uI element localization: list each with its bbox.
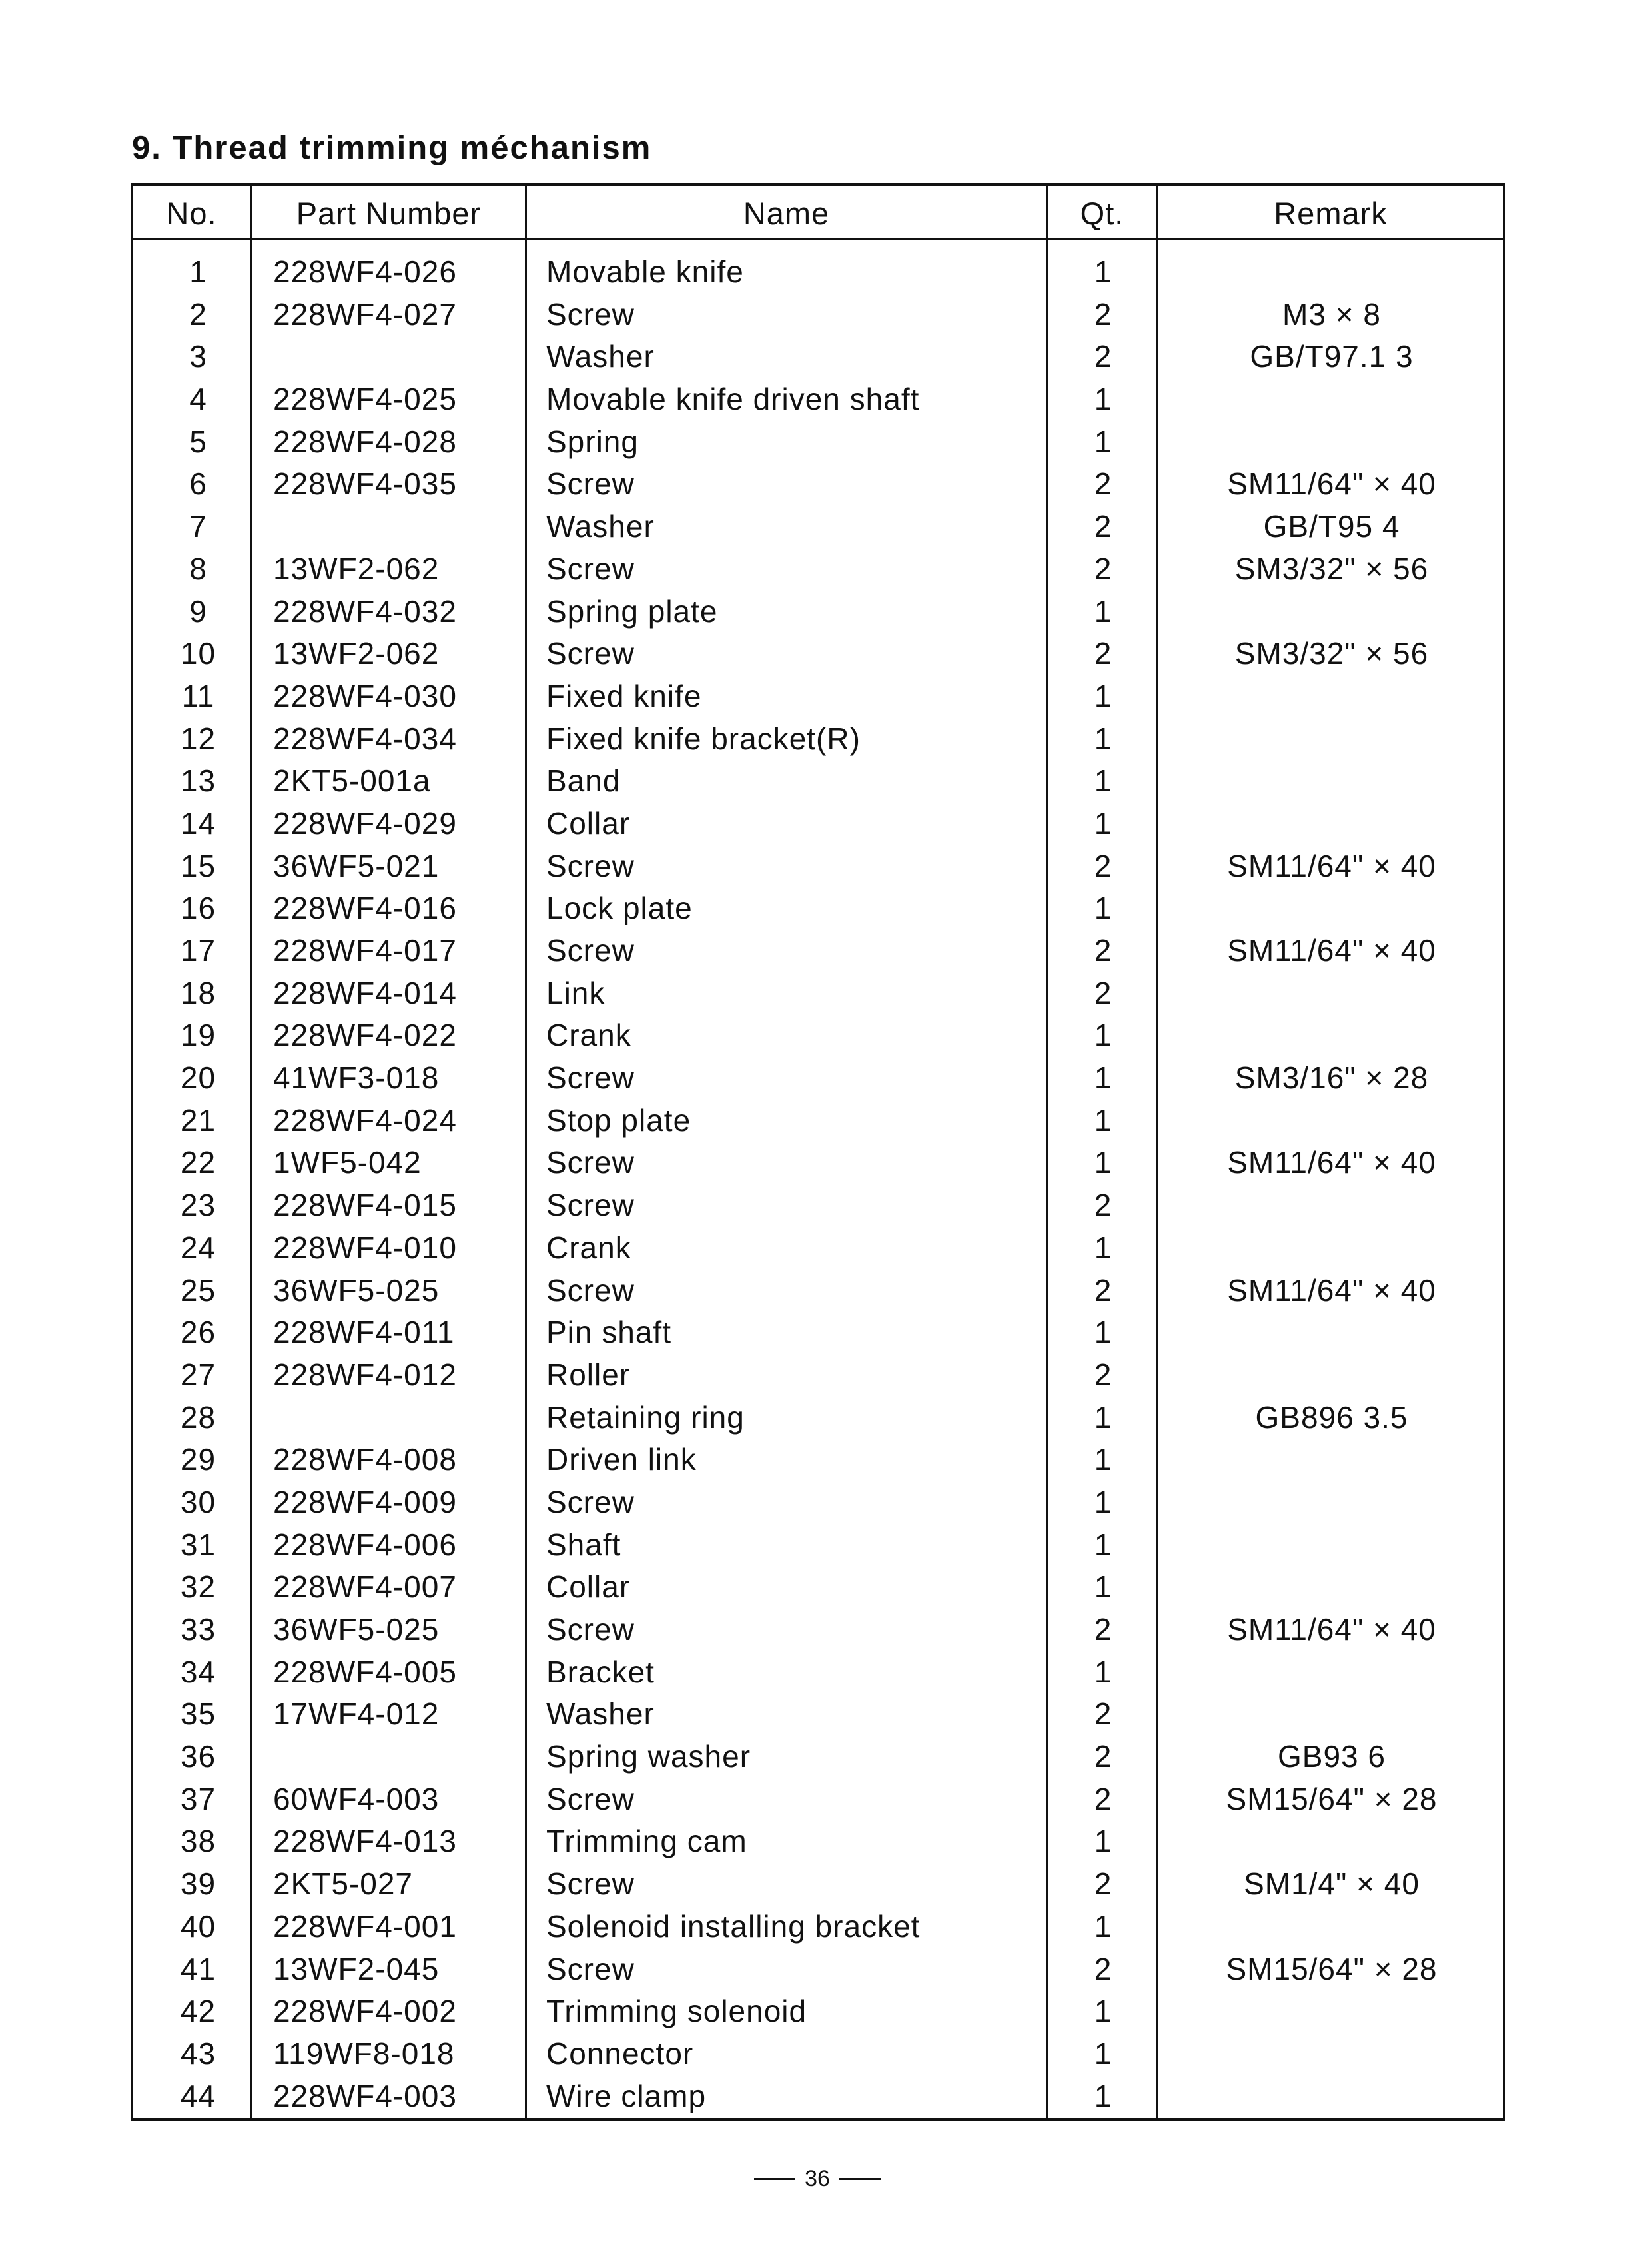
cell-name: Solenoid installing bracket: [546, 1908, 921, 1944]
cell-name: Roller: [546, 1357, 631, 1392]
table-row: [133, 1397, 1503, 1439]
cell-qt: 2: [1094, 1272, 1112, 1308]
cell-remark: [1158, 2033, 1505, 2075]
table-row: [133, 1227, 1503, 1270]
cell-no: 25: [180, 1272, 216, 1308]
cell-remark: [1158, 1354, 1505, 1397]
cell-name: Screw: [546, 1145, 635, 1180]
cell-qt: 1: [1094, 1102, 1112, 1138]
cell-remark: [1158, 1227, 1505, 1270]
cell-name: Trimming solenoid: [546, 1994, 807, 2029]
cell-remark: SM15/64" × 28: [1226, 1951, 1438, 1986]
table-row: [133, 845, 1503, 888]
cell-remark: [1158, 675, 1505, 718]
header-no: No.: [166, 195, 217, 231]
cell-name: Crank: [546, 1018, 631, 1053]
cell-name: Pin shaft: [546, 1315, 671, 1350]
cell-no: 14: [180, 805, 216, 841]
page-footer: [719, 2163, 915, 2194]
cell-no: 33: [180, 1612, 216, 1647]
cell-no: 42: [180, 1994, 216, 2029]
cell-part-number: 228WF4-009: [273, 1484, 457, 1519]
cell-no: 13: [180, 763, 216, 799]
cell-qt: 1: [1094, 1230, 1112, 1265]
cell-part-number: 1WF5-042: [273, 1145, 422, 1180]
cell-name: Screw: [546, 466, 635, 502]
table-row: [133, 1524, 1503, 1567]
table-row: [133, 760, 1503, 803]
cell-part-number: 228WF4-002: [273, 1994, 457, 2029]
table-row: [133, 675, 1503, 718]
cell-name: Shaft: [546, 1527, 621, 1562]
cell-part-number: [273, 1736, 526, 1778]
cell-remark: [1158, 378, 1505, 421]
table-row: [133, 1311, 1503, 1354]
cell-part-number: 228WF4-003: [273, 2078, 457, 2113]
cell-no: 20: [180, 1060, 216, 1096]
cell-part-number: 60WF4-003: [273, 1781, 440, 1816]
cell-name: Screw: [546, 636, 635, 671]
cell-remark: GB896 3.5: [1255, 1399, 1408, 1435]
table-row: [133, 1014, 1503, 1057]
cell-qt: 1: [1094, 1315, 1112, 1350]
cell-name: Washer: [546, 1696, 655, 1732]
table-row: [133, 506, 1503, 548]
table-row: [133, 2033, 1503, 2075]
cell-no: 21: [180, 1102, 216, 1138]
cell-qt: 1: [1094, 678, 1112, 713]
cell-part-number: 228WF4-013: [273, 1824, 457, 1859]
cell-part-number: 228WF4-026: [273, 254, 457, 289]
cell-no: 44: [180, 2078, 216, 2113]
table-row: [133, 1354, 1503, 1397]
cell-no: 1: [189, 254, 207, 289]
cell-no: 35: [180, 1696, 216, 1732]
cell-remark: [1158, 718, 1505, 761]
table-row: [133, 803, 1503, 845]
cell-name: Screw: [546, 296, 635, 332]
cell-qt: 1: [1094, 1654, 1112, 1689]
cell-part-number: [273, 506, 526, 548]
cell-qt: 1: [1094, 1060, 1112, 1096]
table-row: [133, 463, 1503, 506]
table-row: [133, 1057, 1503, 1100]
cell-part-number: 228WF4-027: [273, 296, 457, 332]
cell-qt: 1: [1094, 1399, 1112, 1435]
cell-qt: 1: [1094, 1824, 1112, 1859]
cell-qt: 1: [1094, 1527, 1112, 1562]
cell-qt: 1: [1094, 1484, 1112, 1519]
cell-part-number: 13WF2-062: [273, 636, 440, 671]
cell-remark: [1158, 1820, 1505, 1863]
cell-no: 7: [189, 509, 207, 544]
cell-qt: 1: [1094, 424, 1112, 459]
cell-part-number: 228WF4-015: [273, 1188, 457, 1223]
cell-remark: [1158, 1481, 1505, 1524]
cell-no: 28: [180, 1399, 216, 1435]
cell-remark: SM11/64" × 40: [1227, 1272, 1436, 1308]
cell-no: 36: [180, 1739, 216, 1774]
cell-no: 2: [189, 296, 207, 332]
cell-remark: SM11/64" × 40: [1227, 466, 1436, 502]
table-row: [133, 1693, 1503, 1736]
cell-name: Screw: [546, 1272, 635, 1308]
cell-remark: [1158, 887, 1505, 930]
cell-name: Crank: [546, 1230, 631, 1265]
cell-qt: 2: [1094, 466, 1112, 502]
cell-remark: SM1/4" × 40: [1244, 1866, 1420, 1902]
cell-part-number: 228WF4-008: [273, 1442, 457, 1477]
cell-qt: 1: [1094, 891, 1112, 926]
table-row: [133, 591, 1503, 633]
cell-no: 22: [180, 1145, 216, 1180]
cell-qt: 1: [1094, 1908, 1112, 1944]
table-row: [133, 1863, 1503, 1906]
cell-part-number: 13WF2-062: [273, 551, 440, 586]
cell-qt: 1: [1094, 382, 1112, 417]
cell-qt: 2: [1094, 1951, 1112, 1986]
cell-no: 38: [180, 1824, 216, 1859]
cell-no: 17: [180, 933, 216, 968]
cell-no: 37: [180, 1781, 216, 1816]
cell-name: Trimming cam: [546, 1824, 747, 1859]
cell-name: Screw: [546, 551, 635, 586]
cell-name: Fixed knife: [546, 678, 702, 713]
footer-dash-left: [754, 2178, 795, 2180]
cell-remark: SM11/64" × 40: [1227, 1145, 1436, 1180]
cell-part-number: 228WF4-005: [273, 1654, 457, 1689]
table-row: [133, 1906, 1503, 1948]
cell-name: Screw: [546, 1484, 635, 1519]
cell-qt: 2: [1094, 551, 1112, 586]
cell-remark: M3 × 8: [1282, 296, 1381, 332]
cell-no: 31: [180, 1527, 216, 1562]
cell-no: 9: [189, 593, 207, 629]
cell-no: 24: [180, 1230, 216, 1265]
cell-no: 29: [180, 1442, 216, 1477]
cell-qt: 1: [1094, 721, 1112, 756]
cell-qt: 1: [1094, 763, 1112, 799]
cell-qt: 1: [1094, 1145, 1112, 1180]
cell-part-number: 228WF4-014: [273, 975, 457, 1010]
cell-part-number: 228WF4-016: [273, 891, 457, 926]
cell-no: 27: [180, 1357, 216, 1392]
table-row: [133, 1439, 1503, 1481]
table-row: [133, 1820, 1503, 1863]
cell-name: Wire clamp: [546, 2078, 707, 2113]
cell-name: Retaining ring: [546, 1399, 745, 1435]
cell-no: 19: [180, 1018, 216, 1053]
footer-dash-right: [839, 2178, 881, 2180]
cell-qt: 1: [1094, 805, 1112, 841]
cell-part-number: 228WF4-006: [273, 1527, 457, 1562]
cell-qt: 2: [1094, 509, 1112, 544]
cell-name: Screw: [546, 1866, 635, 1902]
table-row: [133, 336, 1503, 378]
cell-remark: GB/T95 4: [1263, 509, 1400, 544]
table-row: [133, 1778, 1503, 1821]
cell-name: Band: [546, 763, 621, 799]
cell-qt: 1: [1094, 593, 1112, 629]
table-row: [133, 421, 1503, 464]
cell-no: 11: [181, 678, 215, 713]
cell-remark: [1158, 1311, 1505, 1354]
cell-name: Movable knife: [546, 254, 744, 289]
cell-no: 43: [180, 2036, 216, 2071]
cell-remark: [1158, 1524, 1505, 1567]
cell-part-number: 2KT5-001a: [273, 763, 431, 799]
cell-qt: 2: [1094, 933, 1112, 968]
cell-name: Screw: [546, 1951, 635, 1986]
cell-qt: 1: [1094, 1569, 1112, 1605]
cell-name: Collar: [546, 805, 631, 841]
header-name: Name: [743, 195, 830, 231]
section-title: 9. Thread trimming méchanism: [132, 130, 652, 166]
cell-no: 8: [189, 551, 207, 586]
cell-no: 18: [180, 975, 216, 1010]
table-row: [133, 378, 1503, 421]
table-row: [133, 930, 1503, 972]
cell-remark: SM11/64" × 40: [1227, 933, 1436, 968]
cell-part-number: 228WF4-025: [273, 382, 457, 417]
cell-name: Spring washer: [546, 1739, 751, 1774]
cell-qt: 2: [1094, 1357, 1112, 1392]
cell-name: Screw: [546, 1612, 635, 1647]
table-row: [133, 2075, 1503, 2118]
cell-qt: 1: [1094, 2078, 1112, 2113]
cell-remark: [1158, 2075, 1505, 2118]
cell-no: 34: [180, 1654, 216, 1689]
cell-no: 15: [180, 848, 216, 883]
cell-part-number: [273, 336, 526, 378]
cell-remark: GB/T97.1 3: [1250, 339, 1414, 374]
cell-name: Washer: [546, 509, 655, 544]
cell-name: Bracket: [546, 1654, 655, 1689]
cell-part-number: 228WF4-029: [273, 805, 457, 841]
table-row: [133, 718, 1503, 761]
cell-remark: [1158, 591, 1505, 633]
cell-remark: SM3/16" × 28: [1234, 1060, 1429, 1096]
cell-part-number: 228WF4-030: [273, 678, 457, 713]
cell-remark: [1158, 1651, 1505, 1694]
cell-name: Connector: [546, 2036, 694, 2071]
cell-no: 32: [180, 1569, 216, 1605]
cell-part-number: 228WF4-032: [273, 593, 457, 629]
cell-part-number: 228WF4-001: [273, 1908, 457, 1944]
table-body: [133, 251, 1503, 2117]
cell-name: Screw: [546, 1188, 635, 1223]
table-row: [133, 972, 1503, 1015]
header-remark: Remark: [1274, 195, 1388, 231]
cell-part-number: 228WF4-028: [273, 424, 457, 459]
cell-qt: 1: [1094, 1018, 1112, 1053]
cell-remark: [1158, 1693, 1505, 1736]
table-row: [133, 1736, 1503, 1778]
cell-part-number: 228WF4-017: [273, 933, 457, 968]
cell-part-number: [273, 1397, 526, 1439]
cell-remark: SM3/32" × 56: [1234, 551, 1429, 586]
cell-qt: 2: [1094, 1866, 1112, 1902]
cell-qt: 2: [1094, 1696, 1112, 1732]
cell-qt: 2: [1094, 636, 1112, 671]
cell-qt: 2: [1094, 296, 1112, 332]
cell-remark: [1158, 760, 1505, 803]
cell-part-number: 36WF5-021: [273, 848, 440, 883]
cell-qt: 2: [1094, 339, 1112, 374]
cell-name: Movable knife driven shaft: [546, 382, 920, 417]
cell-name: Stop plate: [546, 1102, 691, 1138]
cell-remark: SM11/64" × 40: [1227, 1612, 1436, 1647]
cell-remark: [1158, 251, 1505, 294]
table-row: [133, 1948, 1503, 1991]
table-row: [133, 1184, 1503, 1227]
cell-part-number: 228WF4-035: [273, 466, 457, 502]
table-row: [133, 1270, 1503, 1312]
cell-qt: 2: [1094, 848, 1112, 883]
cell-name: Screw: [546, 1781, 635, 1816]
cell-no: 12: [180, 721, 216, 756]
cell-part-number: 17WF4-012: [273, 1696, 440, 1732]
cell-no: 5: [189, 424, 207, 459]
cell-no: 6: [189, 466, 207, 502]
cell-name: Collar: [546, 1569, 631, 1605]
cell-remark: SM15/64" × 28: [1226, 1781, 1438, 1816]
cell-qt: 1: [1094, 2036, 1112, 2071]
cell-remark: [1158, 421, 1505, 464]
cell-qt: 2: [1094, 975, 1112, 1010]
cell-part-number: 228WF4-011: [273, 1315, 455, 1350]
cell-remark: [1158, 1566, 1505, 1609]
table-row: [133, 633, 1503, 675]
cell-no: 26: [180, 1315, 216, 1350]
table-row: [133, 1651, 1503, 1694]
cell-remark: [1158, 1439, 1505, 1481]
cell-remark: [1158, 1014, 1505, 1057]
cell-qt: 2: [1094, 1739, 1112, 1774]
cell-name: Fixed knife bracket(R): [546, 721, 861, 756]
cell-qt: 2: [1094, 1188, 1112, 1223]
cell-no: 10: [180, 636, 216, 671]
cell-name: Spring plate: [546, 593, 718, 629]
table-row: [133, 1100, 1503, 1142]
header-divider: [133, 238, 1503, 240]
table-row: [133, 251, 1503, 294]
cell-qt: 2: [1094, 1781, 1112, 1816]
cell-qt: 1: [1094, 254, 1112, 289]
cell-name: Driven link: [546, 1442, 697, 1477]
header-part-number: Part Number: [296, 195, 482, 231]
cell-no: 30: [180, 1484, 216, 1519]
cell-part-number: 228WF4-012: [273, 1357, 457, 1392]
table-row: [133, 1990, 1503, 2033]
page-number: 36: [805, 2166, 830, 2191]
cell-no: 41: [180, 1951, 216, 1986]
cell-part-number: 36WF5-025: [273, 1272, 440, 1308]
header-qt: Qt.: [1080, 195, 1124, 231]
cell-remark: [1158, 1990, 1505, 2033]
cell-remark: [1158, 803, 1505, 845]
parts-table: [131, 183, 1505, 2121]
cell-part-number: 228WF4-010: [273, 1230, 457, 1265]
table-row: [133, 1481, 1503, 1524]
cell-name: Spring: [546, 424, 639, 459]
cell-remark: [1158, 1906, 1505, 1948]
table-row: [133, 1609, 1503, 1651]
cell-remark: [1158, 1100, 1505, 1142]
cell-no: 4: [189, 382, 207, 417]
cell-name: Screw: [546, 933, 635, 968]
cell-part-number: 2KT5-027: [273, 1866, 414, 1902]
cell-remark: [1158, 1184, 1505, 1227]
table-row: [133, 548, 1503, 591]
cell-name: Washer: [546, 339, 655, 374]
cell-part-number: 228WF4-024: [273, 1102, 457, 1138]
cell-qt: 1: [1094, 1994, 1112, 2029]
cell-remark: SM3/32" × 56: [1234, 636, 1429, 671]
table-row: [133, 294, 1503, 336]
cell-part-number: 41WF3-018: [273, 1060, 440, 1096]
cell-qt: 1: [1094, 1442, 1112, 1477]
cell-no: 3: [189, 339, 207, 374]
cell-no: 23: [180, 1188, 216, 1223]
cell-part-number: 228WF4-022: [273, 1018, 457, 1053]
table-row: [133, 1566, 1503, 1609]
cell-part-number: 13WF2-045: [273, 1951, 440, 1986]
cell-part-number: 36WF5-025: [273, 1612, 440, 1647]
cell-no: 40: [180, 1908, 216, 1944]
cell-name: Lock plate: [546, 891, 693, 926]
cell-name: Link: [546, 975, 606, 1010]
cell-no: 39: [180, 1866, 216, 1902]
cell-part-number: 119WF8-018: [273, 2036, 455, 2071]
table-row: [133, 1142, 1503, 1184]
cell-part-number: 228WF4-007: [273, 1569, 457, 1605]
cell-remark: [1158, 972, 1505, 1015]
cell-no: 16: [180, 891, 216, 926]
cell-remark: GB93 6: [1278, 1739, 1386, 1774]
table-row: [133, 887, 1503, 930]
cell-name: Screw: [546, 1060, 635, 1096]
cell-remark: SM11/64" × 40: [1227, 848, 1436, 883]
cell-name: Screw: [546, 848, 635, 883]
cell-qt: 2: [1094, 1612, 1112, 1647]
cell-part-number: 228WF4-034: [273, 721, 457, 756]
